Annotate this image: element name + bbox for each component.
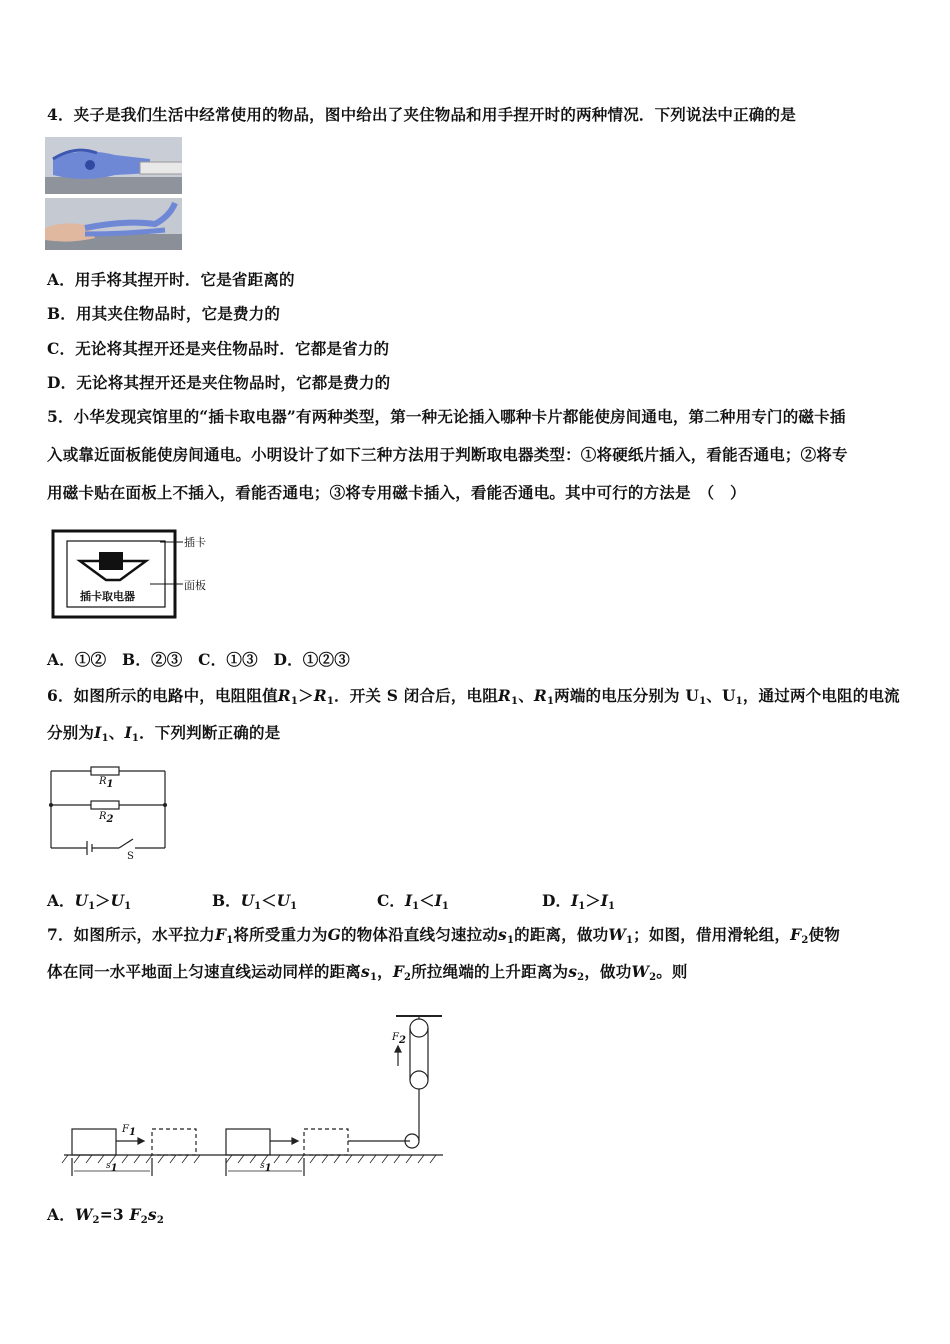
q5-stem-line1: 5．小华发现宾馆里的“插卡取电器”有两种类型，第一种无论插入哪种卡片都能使房间通电，第二种用专门的磁卡插 (47, 407, 846, 426)
pulley-figure (58, 1008, 450, 1180)
card-power-switch-figure (50, 528, 220, 620)
label-panel: 面板 (184, 579, 206, 592)
q5-stem-line3: 用磁卡贴在面板上不插入，看能否通电；③将专用磁卡插入，看能否通电。其中可行的方法是 （ ） (47, 483, 746, 502)
q4-stem: 4．夹子是我们生活中经常使用的物品，图中给出了夹住物品和用手捏开时的两种情况．下列说法中正确的是 (47, 105, 796, 124)
q5-stem-line2: 入或靠近面板能使房间通电。小明设计了如下三种方法用于判断取电器类型：①将硬纸片插入，看能否通电；②将专 (47, 445, 848, 464)
q6-stem-line2: 分别为$I_1$、$I_1$．下列判断正确的是 (47, 723, 281, 744)
fig-label-switch: S (127, 851, 134, 862)
q4-option-b: B．用其夹住物品时，它是费力的 (47, 304, 281, 323)
clip-holding-photo (45, 137, 182, 194)
fig-label-s1-right: $s_1$ (260, 1161, 272, 1174)
label-card: 插卡 (184, 536, 206, 549)
q7-stem-line2: 体在同一水平地面上匀速直线运动同样的距离$s_1$，$F_2$所拉绳端的上升距离为$s_2$，做功$W_2$。则 (47, 962, 688, 983)
q6-option-a: A．$U_1>U_1$ (47, 891, 132, 912)
circuit-figure (47, 763, 172, 865)
clip-holding-illustration (45, 137, 182, 194)
q6-option-c: C．$I_1<I_1$ (377, 891, 449, 912)
q7-option-a: A．$W_2=3$ $F_2s_2$ (47, 1205, 164, 1226)
fig-label-r2: $R_2$ (99, 811, 114, 825)
q4-option-c: C．无论将其捏开还是夹住物品时．它都是省力的 (47, 339, 390, 358)
q7-stem-line1: 7．如图所示，水平拉力$F_1$将所受重力为G的物体沿直线匀速拉动$s_1$的距离，做功$W_1$；如图，借用滑轮组，$F_2$使物 (47, 925, 840, 946)
fig-label-r1: $R_1$ (99, 776, 114, 790)
q6-option-d: D．$I_1>I_1$ (542, 891, 615, 912)
fig-label-s1-left: $s_1$ (106, 1161, 118, 1174)
label-device: 插卡取电器 (80, 590, 135, 603)
fig-label-f1: $F_1$ (122, 1124, 136, 1138)
q4-option-d: D．无论将其捏开还是夹住物品时，它都是费力的 (47, 373, 391, 392)
fig-label-f2: $F_2$ (392, 1032, 406, 1046)
clip-opening-illustration (45, 198, 182, 250)
clip-opening-photo (45, 198, 182, 250)
q4-option-a: A．用手将其捏开时．它是省距离的 (47, 270, 295, 289)
q5-options: A．①② B．②③ C．①③ D．①②③ (47, 650, 350, 669)
q6-stem-line1: 6．如图所示的电路中，电阻阻值$R_1>R_1$．开关 S 闭合后，电阻$R_1$、$R_1$两端的电压分别为 $U_1$、$U_1$，通过两个电阻的电流 (47, 686, 900, 707)
q6-option-b: B．$U_1<U_1$ (212, 891, 298, 912)
